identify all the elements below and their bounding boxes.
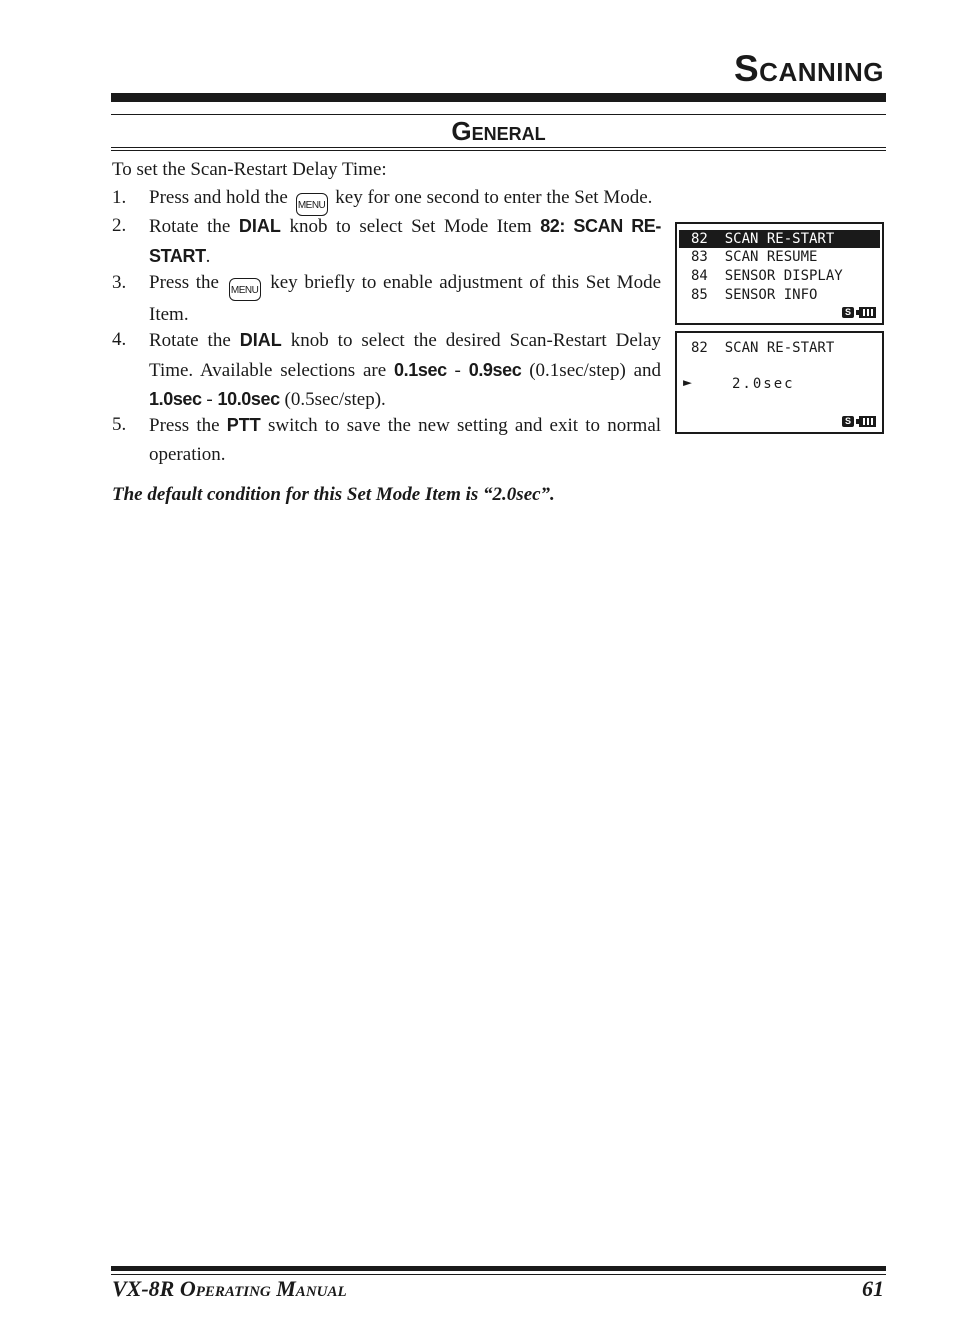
step-body: [149, 326, 661, 415]
page-title: Scanning: [733, 48, 884, 89]
step-text: (0.1sec/step) and: [529, 359, 662, 381]
step-body: [149, 269, 661, 330]
range-dash: -: [454, 359, 461, 381]
step-text: key briefly to enable adjustment of this Set Mode Item.: [149, 272, 662, 325]
battery-icon: [856, 416, 876, 427]
lcd-menu-line: 83 SCAN RESUME: [691, 249, 818, 265]
page-number: 61: [862, 1276, 884, 1301]
step-body: [149, 411, 661, 469]
ptt-label: PTT: [226, 415, 261, 435]
s-icon: S: [842, 416, 854, 427]
range-1-from: 0.1sec: [394, 359, 447, 380]
lcd-status-indicators: [842, 306, 876, 318]
dial-label: DIAL: [239, 330, 282, 350]
step-text: Rotate the: [149, 330, 231, 351]
step-number: 3.: [112, 272, 127, 293]
step-body: [149, 212, 661, 271]
lcd-menu-screen: [675, 222, 884, 325]
lcd-setting-value: 2.0sec: [732, 376, 795, 392]
lcd-item-header: 82 SCAN RE-START: [691, 340, 835, 356]
range-1-to: 0.9sec: [468, 359, 522, 380]
step-text: Press the: [149, 272, 219, 293]
step-text: Rotate the: [149, 216, 231, 237]
step-number: 4.: [112, 329, 127, 350]
range-2-to: 10.0sec: [217, 389, 280, 409]
step-text: key for one second to enter the Set Mode.: [335, 187, 653, 208]
step-number: 2.: [112, 215, 127, 236]
lcd-menu-line-selected: 82 SCAN RE-START: [679, 230, 880, 248]
footer-manual-title: VX-8R Operating Manual: [112, 1276, 347, 1301]
section-title: General: [451, 116, 546, 146]
step-text: (0.5sec/step).: [284, 389, 386, 410]
step-number: 1.: [112, 187, 127, 208]
battery-icon: [856, 307, 876, 318]
footer-rule-thick: [111, 1266, 886, 1271]
step-text: switch to save the new setting and exit to normal operation.: [149, 415, 662, 465]
step-text: .: [205, 245, 211, 267]
section-rule-bottom-2: [111, 150, 886, 151]
default-note: The default condition for this Set Mode Item is “2.0sec”.: [112, 484, 555, 505]
section-rule-bottom-1: [111, 147, 886, 148]
step-text: knob to select the desired Scan-Restart Delay Time. Available selections are: [149, 330, 662, 381]
pointer-arrow-icon: ►: [683, 373, 693, 391]
range-2-from: 1.0sec: [149, 389, 202, 409]
lcd-value-screen: [675, 331, 884, 434]
step-text: Press the: [149, 415, 220, 436]
lcd-status-indicators: [842, 415, 876, 427]
step-number: 5.: [112, 414, 127, 435]
intro-text: To set the Scan-Restart Delay Time:: [112, 159, 387, 180]
menu-key-icon: MENU: [229, 278, 261, 301]
lcd-menu-line: 84 SENSOR DISPLAY: [691, 268, 843, 284]
header-rule-thick: [111, 93, 886, 102]
s-icon: S: [842, 307, 854, 318]
range-dash: -: [206, 389, 213, 410]
step-text: Press and hold the: [149, 187, 288, 208]
menu-key-icon: MENU: [296, 193, 328, 216]
footer-rule-thin: [111, 1274, 886, 1275]
set-mode-item-name: 82: SCAN RE-START: [149, 216, 661, 266]
lcd-menu-line: 85 SENSOR INFO: [691, 287, 818, 303]
dial-label: DIAL: [238, 216, 281, 236]
step-text: knob to select Set Mode Item: [289, 216, 532, 237]
section-rule-top: [111, 114, 886, 115]
